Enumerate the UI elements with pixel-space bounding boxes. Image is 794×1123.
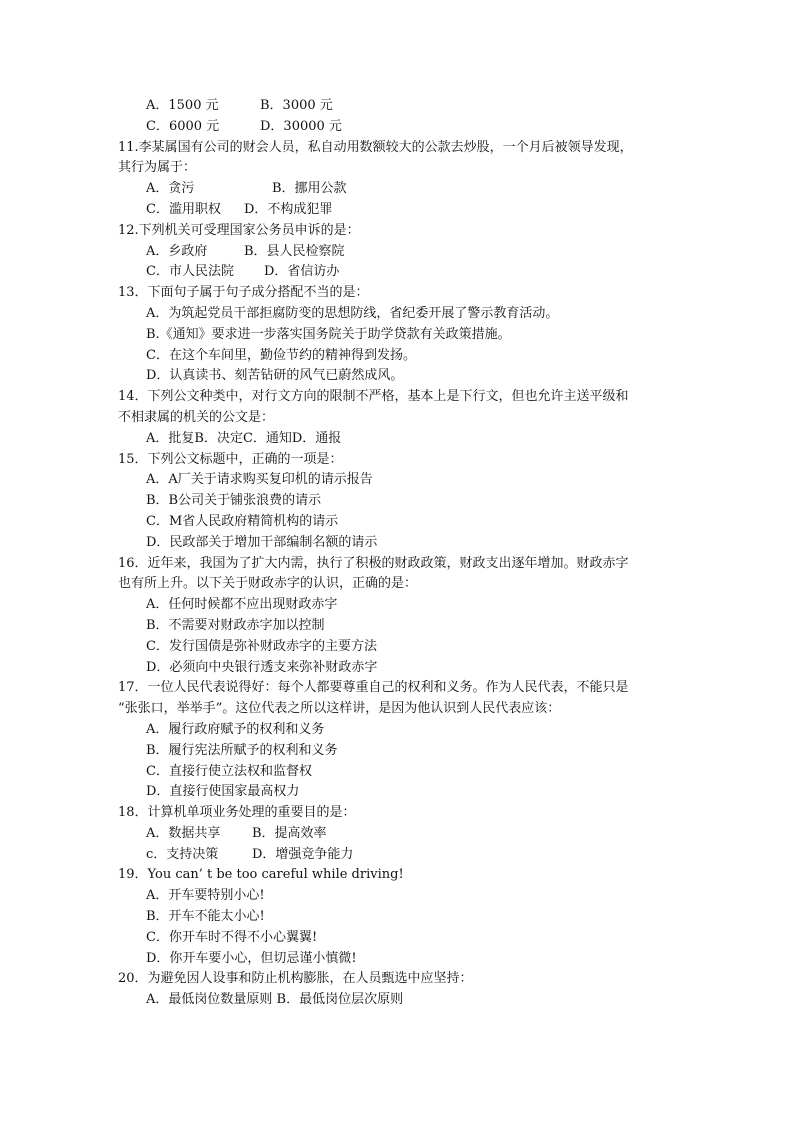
line-text: A．批复B．决定C．通知D．通报 — [146, 430, 342, 446]
option-line — [118, 886, 678, 907]
option-line — [118, 325, 678, 346]
line-text: C．直接行使立法权和监督权 — [146, 763, 312, 779]
question-text-line — [118, 865, 678, 886]
line-text-secondary: B．县人民检察院 — [244, 243, 345, 259]
option-line — [118, 762, 678, 783]
question-text-line — [118, 450, 678, 471]
line-text: A．任何时候都不应出现财政赤字 — [146, 597, 338, 613]
option-line — [118, 346, 678, 367]
question-text-line — [118, 138, 678, 159]
option-line — [118, 533, 678, 554]
line-text: 12.下列机关可受理国家公务员申诉的是： — [118, 222, 360, 238]
question-text-line — [118, 699, 678, 720]
option-line — [118, 179, 678, 200]
option-line — [118, 595, 678, 616]
line-text: A．最低岗位数量原则 B．最低岗位层次原则 — [146, 992, 404, 1008]
line-text-secondary: B．3000 元 — [260, 98, 333, 113]
option-line — [118, 928, 678, 949]
line-text-secondary: D．30000 元 — [260, 118, 342, 134]
option-line — [118, 782, 678, 803]
line-text-secondary: D．不构成犯罪 — [244, 201, 333, 217]
line-text: C．你开车时不得不小心翼翼! — [146, 929, 318, 945]
line-text: A．开车要特别小心! — [146, 888, 265, 904]
option-line — [118, 990, 678, 1011]
line-text: “张张口，举举手”。这位代表之所以这样讲，是因为他认识到人民代表应该： — [118, 701, 561, 717]
option-line — [118, 720, 678, 741]
line-text: B．不需要对财政赤字加以控制 — [146, 617, 325, 633]
option-line — [118, 304, 678, 325]
line-text: A．A厂关于请求购买复印机的请示报告 — [146, 472, 373, 488]
option-line — [118, 200, 678, 221]
option-line — [118, 658, 678, 679]
line-text: A．1500 元 — [146, 98, 219, 113]
question-text-line — [118, 574, 678, 595]
question-text-line — [118, 221, 678, 242]
line-text: D．直接行使国家最高权力 — [146, 784, 300, 800]
line-text: D．认真读书、刻苦钻研的风气已蔚然成风。 — [146, 368, 404, 384]
option-line — [118, 616, 678, 637]
line-text: D．必须向中央银行透支来弥补财政赤字 — [146, 659, 378, 675]
line-text: 13．下面句子属于句子成分搭配不当的是： — [118, 285, 369, 301]
line-text: A．乡政府 — [146, 243, 208, 259]
question-text-line — [118, 803, 678, 824]
line-text: A．贪污 — [146, 181, 195, 197]
line-text: A．履行政府赋予的权利和义务 — [146, 721, 325, 737]
line-text: 不相隶属的机关的公文是： — [118, 409, 275, 425]
question-text-line — [118, 969, 678, 990]
line-text: 也有所上升。以下关于财政赤字的认识，正确的是： — [118, 576, 418, 592]
line-text: 其行为属于： — [118, 160, 197, 176]
question-text-line — [118, 158, 678, 179]
line-text: D．民政部关于增加干部编制名额的请示 — [146, 534, 378, 550]
line-text: B．履行宪法所赋予的权利和义务 — [146, 742, 338, 758]
question-list — [118, 96, 678, 1011]
option-line — [118, 366, 678, 387]
line-text: 11.李某属国有公司的财会人员，私自动用数额较大的公款去炒股，一个月后被领导发现， — [118, 139, 633, 155]
question-text-line — [118, 678, 678, 699]
line-text: C．M省人民政府精简机构的请示 — [146, 513, 339, 529]
option-line — [118, 741, 678, 762]
option-line — [118, 907, 678, 928]
line-text: C．发行国债是弥补财政赤字的主要方法 — [146, 638, 377, 654]
option-line — [118, 262, 678, 283]
line-text: C．滥用职权 — [146, 201, 221, 217]
line-text-secondary: D．增强竞争能力 — [252, 846, 354, 862]
line-text: A．数据共享 — [146, 825, 221, 841]
line-text-secondary: B．挪用公款 — [272, 181, 347, 197]
line-text: A．为筑起党员干部拒腐防变的思想防线，省纪委开展了警示教育活动。 — [146, 305, 559, 321]
line-text: B．开车不能太小心! — [146, 909, 265, 925]
line-text: B.《通知》要求进一步落实国务院关于助学贷款有关政策措施。 — [146, 326, 511, 342]
option-line — [118, 96, 678, 117]
question-text-line — [118, 283, 678, 304]
option-line — [118, 949, 678, 970]
option-line — [118, 491, 678, 512]
line-text: 16．近年来，我国为了扩大内需，执行了积极的财政政策，财政支出逐年增加。财政赤字 — [118, 555, 629, 571]
option-line — [118, 512, 678, 533]
line-text: 18．计算机单项业务处理的重要目的是： — [118, 805, 356, 821]
line-text: 20．为避免因人设事和防止机构膨胀，在人员甄选中应坚持： — [118, 971, 473, 987]
line-text: 19．You can’ t be too careful while driving! — [118, 867, 404, 883]
line-text: B．B公司关于铺张浪费的请示 — [146, 493, 322, 509]
line-text: C．在这个车间里，勤俭节约的精神得到发扬。 — [146, 347, 416, 363]
question-text-line — [118, 554, 678, 575]
line-text: 15．下列公文标题中，正确的一项是： — [118, 451, 343, 467]
option-line — [118, 637, 678, 658]
option-line — [118, 470, 678, 491]
option-line — [118, 429, 678, 450]
line-text: D．你开车要小心，但切忌谨小慎微! — [146, 950, 357, 966]
option-line — [118, 242, 678, 263]
option-line — [118, 824, 678, 845]
line-text: 14．下列公文种类中，对行文方向的限制不严格，基本上是下行文，但也允许主送平级和 — [118, 389, 629, 405]
question-text-line — [118, 387, 678, 408]
line-text: C．市人民法院 — [146, 264, 234, 280]
line-text: C．6000 元 — [146, 118, 220, 134]
line-text: 17．一位人民代表说得好：每个人都要尊重自己的权利和义务。作为人民代表，不能只是 — [118, 680, 629, 696]
option-line — [118, 845, 678, 866]
option-line — [118, 117, 678, 138]
line-text-secondary: B．提高效率 — [252, 825, 327, 841]
line-text: c．支持决策 — [146, 846, 219, 862]
question-text-line — [118, 408, 678, 429]
line-text-secondary: D．省信访办 — [264, 264, 340, 280]
